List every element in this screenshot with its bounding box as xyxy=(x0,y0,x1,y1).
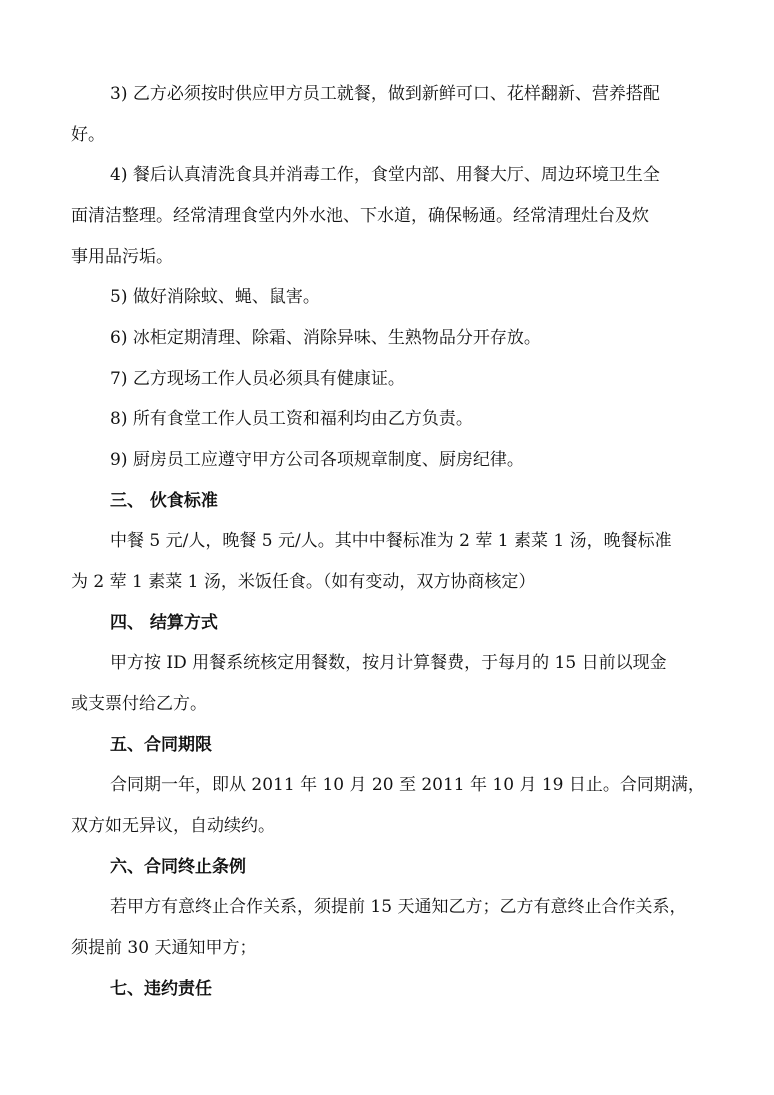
section-5-line-1: 合同期一年，即从 2011 年 10 月 20 至 2011 年 10 月 19 日止。合同期满， xyxy=(110,775,705,795)
section-4-line-1: 甲方按 ID 用餐系统核定用餐数，按月计算餐费，于每月的 15 日前以现金 xyxy=(110,653,667,673)
clause-8: 8) 所有食堂工作人员工资和福利均由乙方负责。 xyxy=(110,409,473,429)
clause-4-line-3: 事用品污垢。 xyxy=(71,247,173,267)
section-6-line-2: 须提前 30 天通知甲方； xyxy=(71,938,257,958)
clause-3-line-1: 3) 乙方必须按时供应甲方员工就餐，做到新鲜可口、花样翻新、营养搭配 xyxy=(110,84,660,104)
section-6-heading: 六、合同终止条例 xyxy=(110,857,246,877)
section-5-heading: 五、合同期限 xyxy=(110,735,212,755)
section-4-line-2: 或支票付给乙方。 xyxy=(71,694,207,714)
clause-4-line-1: 4) 餐后认真清洗食具并消毒工作，食堂内部、用餐大厅、周边环境卫生全 xyxy=(110,165,660,185)
section-5-line-2: 双方如无异议，自动续约。 xyxy=(71,816,275,836)
clause-9: 9) 厨房员工应遵守甲方公司各项规章制度、厨房纪律。 xyxy=(110,450,524,470)
section-3-heading: 三、 伙食标准 xyxy=(110,491,218,511)
clause-5: 5) 做好消除蚊、蝇、鼠害。 xyxy=(110,287,320,307)
clause-7: 7) 乙方现场工作人员必须具有健康证。 xyxy=(110,369,405,389)
clause-6: 6) 冰柜定期清理、除霜、消除异味、生熟物品分开存放。 xyxy=(110,328,541,348)
section-7-heading: 七、违约责任 xyxy=(110,979,212,999)
section-4-heading: 四、 结算方式 xyxy=(110,613,218,633)
clause-4-line-2: 面清洁整理。经常清理食堂内外水池、下水道，确保畅通。经常清理灶台及炊 xyxy=(71,206,649,226)
section-3-line-2: 为 2 荤 1 素菜 1 汤，米饭任食。（如有变动，双方协商核定） xyxy=(71,572,536,592)
section-6-line-1: 若甲方有意终止合作关系，须提前 15 天通知乙方；乙方有意终止合作关系， xyxy=(110,897,687,917)
section-3-line-1: 中餐 5 元/人，晚餐 5 元/人。其中中餐标准为 2 荤 1 素菜 1 汤，晚餐标准 xyxy=(110,531,672,551)
clause-3-line-2: 好。 xyxy=(71,125,105,145)
